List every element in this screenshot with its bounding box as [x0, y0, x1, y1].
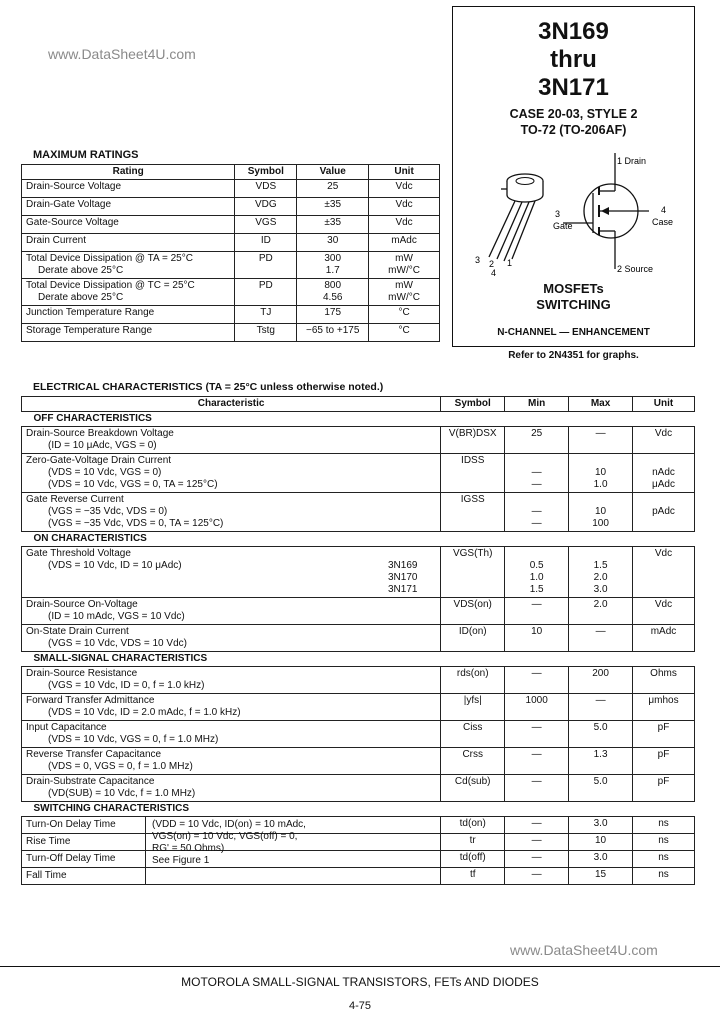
- rating-unit: Vdc: [369, 216, 440, 234]
- rating-name: Junction Temperature Range: [22, 306, 235, 324]
- unit-cell: [633, 454, 695, 493]
- characteristic-cell: [22, 547, 441, 598]
- unit-line: mW: [395, 253, 413, 264]
- test-condition: VGS(on) = 10 Vdc, VGS(off) = 0,: [152, 831, 298, 842]
- unit-line: mW/°C: [388, 292, 420, 303]
- test-condition: (ID = 10 μAdc, VGS = 0): [48, 440, 157, 451]
- max-cell: [569, 598, 633, 625]
- channel-type: N-CHANNEL — ENHANCEMENT: [497, 327, 650, 338]
- unit-value: pF: [657, 749, 670, 760]
- pin-gate-number: 3: [555, 209, 561, 219]
- table-row: [22, 234, 440, 252]
- min-cell: —: [505, 868, 569, 885]
- table-row: [22, 868, 695, 885]
- max-value: —: [595, 626, 606, 637]
- table-row: [22, 324, 440, 342]
- min-value: —: [531, 506, 542, 517]
- section-title: SMALL-SIGNAL CHARACTERISTICS: [22, 652, 695, 667]
- max-cell: [569, 547, 633, 598]
- min-cell: [505, 625, 569, 652]
- value-line: 800: [324, 280, 342, 291]
- rating-symbol: Tstg: [235, 324, 297, 342]
- unit-cell: [633, 427, 695, 454]
- rating-value: 25: [297, 180, 369, 198]
- device-function: SWITCHING: [536, 297, 611, 312]
- section-row: [22, 412, 695, 427]
- col-header-min: Min: [505, 397, 569, 412]
- unit-cell: ns: [633, 834, 695, 851]
- table-row: [22, 834, 695, 851]
- min-cell: [505, 667, 569, 694]
- unit-line: mW: [395, 280, 413, 291]
- package-name: TO-72 (TO-206AF): [520, 123, 627, 137]
- min-cell: [505, 493, 569, 532]
- characteristic-cell: [22, 427, 441, 454]
- section-row: [22, 532, 695, 547]
- col-header-unit: Unit: [633, 397, 695, 412]
- characteristic-name: Gate Reverse Current: [26, 494, 124, 505]
- pin-drain-label: 1 Drain: [617, 156, 647, 166]
- mosfet-schematic-symbol: [549, 147, 691, 277]
- max-value: —: [595, 428, 606, 439]
- rating-value: 30: [297, 234, 369, 252]
- max-value: 2.0: [593, 599, 608, 610]
- table-row: [22, 625, 695, 652]
- switching-row-inner: [22, 834, 440, 850]
- rating-value: ±35: [297, 216, 369, 234]
- section-title: OFF CHARACTERISTICS: [22, 412, 695, 427]
- test-condition: (VDS = 10 Vdc, VGS = 0, f = 1.0 MHz): [48, 734, 219, 745]
- rating-name: Drain-Source Voltage: [22, 180, 235, 198]
- symbol-cell: tr: [441, 834, 505, 851]
- characteristic-name: Fall Time: [22, 868, 146, 884]
- characteristic-name: Reverse Transfer Capacitance: [26, 749, 162, 760]
- rating-name: Drain Current: [22, 234, 235, 252]
- watermark-top: www.DataSheet4U.com: [48, 46, 196, 62]
- characteristic-cell: [22, 775, 441, 802]
- characteristic-name: Drain-Source Breakdown Voltage: [26, 428, 174, 439]
- part-number-first: 3N169: [538, 18, 609, 45]
- unit-value: μmhos: [648, 695, 679, 706]
- section-title: SWITCHING CHARACTERISTICS: [22, 802, 695, 817]
- unit-cell: ns: [633, 868, 695, 885]
- characteristic-cell: [22, 625, 441, 652]
- rating-value: [297, 252, 369, 279]
- symbol-cell: IGSS: [441, 493, 505, 532]
- test-condition: (ID = 10 mAdc, VGS = 10 Vdc): [48, 611, 185, 622]
- rating-line: Derate above 25°C: [38, 292, 124, 303]
- characteristic-name: Drain-Substrate Capacitance: [26, 776, 155, 787]
- max-value: 1.5: [593, 560, 608, 571]
- part-variants: [388, 560, 417, 596]
- rating-value: ±35: [297, 198, 369, 216]
- unit-value: μAdc: [652, 479, 675, 490]
- part-title-box: [452, 6, 695, 347]
- pin-source-label: 2 Source: [617, 264, 654, 274]
- unit-cell: [633, 694, 695, 721]
- test-condition: (VD(SUB) = 10 Vdc, f = 1.0 MHz): [48, 788, 196, 799]
- unit-cell: [633, 667, 695, 694]
- part-number-last: 3N171: [538, 74, 609, 101]
- characteristic-name: Forward Transfer Admittance: [26, 695, 155, 706]
- test-condition: (VDD = 10 Vdc, ID(on) = 10 mAdc,: [152, 819, 306, 830]
- characteristic-name: Drain-Source Resistance: [26, 668, 138, 679]
- min-value: —: [531, 668, 542, 679]
- col-header-characteristic: Characteristic: [22, 397, 441, 412]
- max-value: 10: [595, 467, 607, 478]
- rating-symbol: TJ: [235, 306, 297, 324]
- unit-value: pF: [657, 776, 670, 787]
- characteristic-cell: [22, 493, 441, 532]
- test-condition: (VDS = 10 Vdc, VGS = 0): [48, 467, 162, 478]
- max-value: —: [595, 695, 606, 706]
- rating-symbol: PD: [235, 252, 297, 279]
- rating-line: Total Device Dissipation @ TA = 25°C: [26, 253, 193, 264]
- max-cell: [569, 667, 633, 694]
- unit-value: Vdc: [654, 599, 673, 610]
- max-value: 5.0: [593, 776, 608, 787]
- unit-cell: [633, 493, 695, 532]
- max-cell: [569, 694, 633, 721]
- rating-value: 175: [297, 306, 369, 324]
- max-value: 2.0: [593, 572, 608, 583]
- min-value: 1.0: [529, 572, 544, 583]
- max-value: 1.0: [593, 479, 608, 490]
- test-condition: (VGS = 10 Vdc, ID = 0, f = 1.0 kHz): [48, 680, 205, 691]
- col-header-rating: Rating: [22, 165, 235, 180]
- characteristic-cell: [22, 834, 441, 851]
- min-cell: [505, 748, 569, 775]
- characteristic-name: Zero-Gate-Voltage Drain Current: [26, 455, 172, 466]
- max-cell: [569, 454, 633, 493]
- symbol-cell: td(off): [441, 851, 505, 868]
- min-value: 25: [531, 428, 543, 439]
- unit-value: Vdc: [654, 428, 673, 439]
- min-cell: [505, 694, 569, 721]
- symbol-cell: ID(on): [441, 625, 505, 652]
- test-condition: (VDS = 0, VGS = 0, f = 1.0 MHz): [48, 761, 193, 772]
- characteristic-name: Turn-Off Delay Time: [22, 851, 146, 867]
- device-type: MOSFETs: [543, 281, 604, 296]
- symbol-cell: V(BR)DSX: [441, 427, 505, 454]
- lead-label: 3: [475, 255, 481, 265]
- rating-symbol: VDS: [235, 180, 297, 198]
- unit-value: pAdc: [652, 506, 675, 517]
- symbol-cell: VDS(on): [441, 598, 505, 625]
- characteristic-name: On-State Drain Current: [26, 626, 129, 637]
- min-cell: —: [505, 851, 569, 868]
- switching-row-inner: [22, 851, 440, 867]
- pin-case-number: 4: [661, 205, 667, 215]
- unit-value: Ohms: [650, 668, 677, 679]
- table-row: [22, 721, 695, 748]
- table-row: [22, 851, 695, 868]
- min-value: —: [531, 722, 542, 733]
- table-row: [22, 454, 695, 493]
- max-cell: [569, 493, 633, 532]
- max-value: 200: [592, 668, 609, 679]
- min-value: 1.5: [529, 584, 544, 595]
- max-ratings-header-row: [22, 165, 440, 180]
- characteristic-cell: [22, 868, 441, 885]
- table-row: [22, 306, 440, 324]
- col-header-value: Value: [297, 165, 369, 180]
- unit-cell: [633, 547, 695, 598]
- min-cell: —: [505, 834, 569, 851]
- min-value: —: [531, 518, 542, 529]
- section-row: [22, 802, 695, 817]
- refer-note: Refer to 2N4351 for graphs.: [508, 350, 639, 361]
- test-condition: (VDS = 10 Vdc, VGS = 0, TA = 125°C): [48, 479, 218, 490]
- unit-cell: [633, 775, 695, 802]
- max-cell: 3.0: [569, 817, 633, 834]
- table-row: [22, 180, 440, 198]
- symbol-cell: tf: [441, 868, 505, 885]
- symbol-cell: Cd(sub): [441, 775, 505, 802]
- test-condition: (VGS = −35 Vdc, VDS = 0): [48, 506, 168, 517]
- switching-row-inner: [22, 868, 440, 884]
- characteristic-name: Turn-On Delay Time: [22, 817, 146, 833]
- pin-case-label: Case: [652, 217, 674, 227]
- unit-cell: [633, 748, 695, 775]
- unit-value: mAdc: [650, 626, 677, 637]
- unit-cell: [633, 625, 695, 652]
- min-cell: —: [505, 817, 569, 834]
- max-ratings-title: MAXIMUM RATINGS: [33, 149, 139, 161]
- pin-gate-label: Gate: [553, 221, 573, 231]
- unit-cell: [633, 721, 695, 748]
- table-row: [22, 216, 440, 234]
- max-value: 10: [595, 506, 607, 517]
- elec-header-row: [22, 397, 695, 412]
- max-cell: [569, 775, 633, 802]
- characteristic-cell: [22, 694, 441, 721]
- unit-cell: [633, 598, 695, 625]
- min-cell: [505, 775, 569, 802]
- symbol-cell: Ciss: [441, 721, 505, 748]
- characteristic-cell: [22, 851, 441, 868]
- characteristic-name: Rise Time: [22, 834, 146, 850]
- footer-rule: [0, 966, 720, 967]
- min-cell: [505, 454, 569, 493]
- characteristic-cell: [22, 748, 441, 775]
- test-condition: (VDS = 10 Vdc, ID = 10 μAdc): [48, 560, 182, 571]
- characteristic-name: Gate Threshold Voltage: [26, 548, 131, 559]
- section-title: ON CHARACTERISTICS: [22, 532, 695, 547]
- max-value: 1.3: [593, 749, 608, 760]
- unit-value: pF: [657, 722, 670, 733]
- unit-line: mW/°C: [388, 265, 420, 276]
- col-header-symbol: Symbol: [441, 397, 505, 412]
- test-condition: (VGS = −35 Vdc, VDS = 0, TA = 125°C): [48, 518, 224, 529]
- lead-label: 1: [507, 258, 513, 268]
- rating-name: Storage Temperature Range: [22, 324, 235, 342]
- characteristic-cell: [22, 721, 441, 748]
- table-row: [22, 427, 695, 454]
- rating-line: Total Device Dissipation @ TC = 25°C: [26, 280, 195, 291]
- max-cell: [569, 625, 633, 652]
- min-cell: [505, 721, 569, 748]
- value-line: 300: [324, 253, 342, 264]
- rating-name: Drain-Gate Voltage: [22, 198, 235, 216]
- table-row: [22, 817, 695, 834]
- max-cell: [569, 748, 633, 775]
- table-row: [22, 748, 695, 775]
- table-row: [22, 279, 440, 306]
- table-row: [22, 493, 695, 532]
- table-row: [22, 252, 440, 279]
- max-value: 3.0: [593, 584, 608, 595]
- test-condition: RG' = 50 Ohms): [152, 843, 225, 854]
- case-style: CASE 20-03, STYLE 2: [509, 107, 638, 121]
- part-variant: 3N170: [388, 572, 418, 583]
- rating-symbol: PD: [235, 279, 297, 306]
- unit-cell: ns: [633, 817, 695, 834]
- max-cell: [569, 721, 633, 748]
- symbol-cell: td(on): [441, 817, 505, 834]
- rating-name: [22, 252, 235, 279]
- part-variant: 3N171: [388, 584, 418, 595]
- min-cell: [505, 547, 569, 598]
- rating-unit: °C: [369, 306, 440, 324]
- unit-value: nAdc: [652, 467, 675, 478]
- table-row: [22, 598, 695, 625]
- part-variant: 3N169: [388, 560, 418, 571]
- table-row: [22, 775, 695, 802]
- characteristic-name: Input Capacitance: [26, 722, 107, 733]
- rating-unit: °C: [369, 324, 440, 342]
- characteristic-cell: [22, 598, 441, 625]
- symbol-cell: rds(on): [441, 667, 505, 694]
- table-row: [22, 547, 695, 598]
- part-number-thru: thru: [550, 46, 597, 73]
- col-header-symbol: Symbol: [235, 165, 297, 180]
- min-value: 0.5: [529, 560, 544, 571]
- symbol-cell: IDSS: [441, 454, 505, 493]
- watermark-bottom: www.DataSheet4U.com: [510, 942, 658, 958]
- page-number: 4-75: [348, 1000, 372, 1012]
- table-row: [22, 198, 440, 216]
- max-cell: 3.0: [569, 851, 633, 868]
- characteristic-cell: [22, 454, 441, 493]
- rating-name: Gate-Source Voltage: [22, 216, 235, 234]
- rating-value: [297, 279, 369, 306]
- symbol-cell: Crss: [441, 748, 505, 775]
- table-row: [22, 694, 695, 721]
- rating-unit: Vdc: [369, 180, 440, 198]
- rating-symbol: VGS: [235, 216, 297, 234]
- min-cell: [505, 427, 569, 454]
- rating-unit: [369, 252, 440, 279]
- elec-char-title: ELECTRICAL CHARACTERISTICS (TA = 25°C unless otherwise noted.): [33, 381, 384, 393]
- max-cell: 10: [569, 834, 633, 851]
- min-value: —: [531, 749, 542, 760]
- elec-char-table: [21, 396, 695, 885]
- col-header-max: Max: [569, 397, 633, 412]
- rating-name: [22, 279, 235, 306]
- rating-line: Derate above 25°C: [38, 265, 124, 276]
- value-line: 1.7: [325, 265, 340, 276]
- min-value: —: [531, 599, 542, 610]
- max-ratings-table: [21, 164, 440, 342]
- test-condition: See Figure 1: [152, 855, 210, 866]
- lead-label: 4: [491, 268, 497, 278]
- unit-value: Vdc: [654, 548, 673, 559]
- min-cell: [505, 598, 569, 625]
- rating-symbol: VDG: [235, 198, 297, 216]
- min-value: —: [531, 479, 542, 490]
- value-line: 4.56: [322, 292, 343, 303]
- characteristic-cell: [22, 667, 441, 694]
- table-row: [22, 667, 695, 694]
- max-value: 5.0: [593, 722, 608, 733]
- max-cell: [569, 427, 633, 454]
- test-condition: (VGS = 10 Vdc, VDS = 10 Vdc): [48, 638, 187, 649]
- symbol-cell: |yfs|: [441, 694, 505, 721]
- section-row: [22, 652, 695, 667]
- col-header-unit: Unit: [369, 165, 440, 180]
- rating-unit: Vdc: [369, 198, 440, 216]
- max-value: 100: [592, 518, 609, 529]
- min-value: 10: [531, 626, 543, 637]
- lead-label: 2: [489, 259, 495, 269]
- characteristic-name: Drain-Source On-Voltage: [26, 599, 138, 610]
- unit-cell: ns: [633, 851, 695, 868]
- min-value: —: [531, 467, 542, 478]
- rating-value: −65 to +175: [297, 324, 369, 342]
- rating-symbol: ID: [235, 234, 297, 252]
- rating-unit: [369, 279, 440, 306]
- symbol-cell: VGS(Th): [441, 547, 505, 598]
- max-cell: 15: [569, 868, 633, 885]
- footer-text: MOTOROLA SMALL-SIGNAL TRANSISTORS, FETs AND DIODES: [181, 975, 539, 989]
- min-value: 1000: [525, 695, 548, 706]
- test-condition: (VDS = 10 Vdc, ID = 2.0 mAdc, f = 1.0 kHz): [48, 707, 241, 718]
- min-value: —: [531, 776, 542, 787]
- rating-unit: mAdc: [369, 234, 440, 252]
